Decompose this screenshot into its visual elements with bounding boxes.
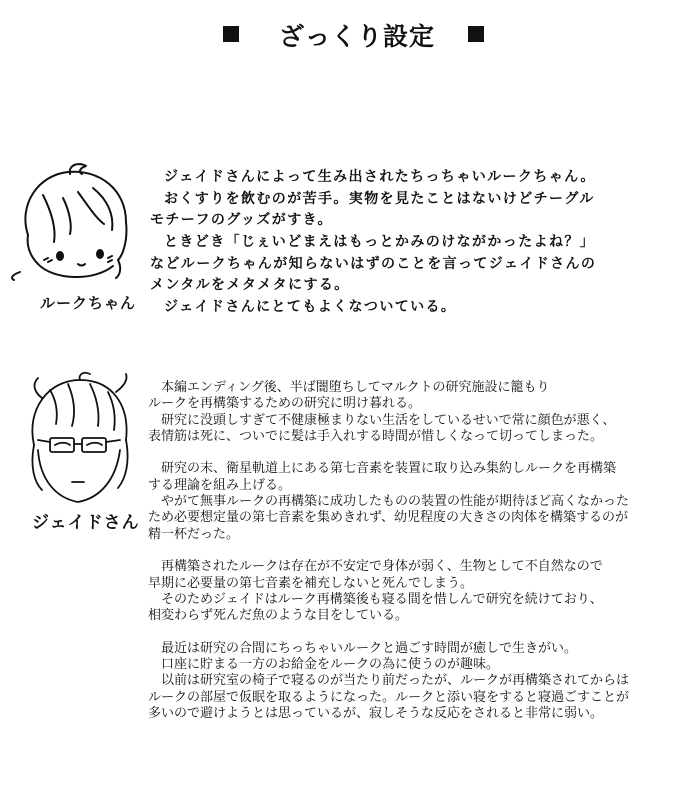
jade-line: やがて無事ルークの再構築に成功したものの装置の性能が期待ほど高くなかった bbox=[161, 494, 630, 510]
jade-line: 精一杯だった。 bbox=[148, 526, 240, 542]
jade-paragraph bbox=[148, 641, 688, 722]
luke-line: おくすりを飲むのが苦手。実物を見たことはないけどチーグル bbox=[164, 190, 595, 207]
title-square-right-icon bbox=[468, 26, 484, 42]
jade-line: ルークの部屋で仮眠を取るようになった。ルークと添い寝をすると寝過ごすことが bbox=[148, 689, 630, 705]
jade-description bbox=[148, 380, 688, 739]
jade-line: 研究に没頭しすぎて不健康極まりない生活をしているせいで常に顔色が悪く、 bbox=[161, 412, 616, 428]
page-title: ざっくり設定 bbox=[278, 22, 435, 51]
jade-caption: ジェイドさん bbox=[32, 513, 140, 533]
luke-line: ときどき「じぇいどまえはもっとかみのけながかったよね？」 bbox=[164, 234, 596, 251]
jade-paragraph bbox=[148, 559, 688, 624]
luke-line: ジェイドさんにとてもよくなついている。 bbox=[164, 299, 457, 316]
jade-line: 相変わらず死んだ魚のような目をしている。 bbox=[148, 608, 409, 624]
jade-line: 研究の末、衛星軌道上にある第七音素を装置に取り込み集約しルークを再構築 bbox=[161, 461, 617, 477]
jade-line: する理論を組み上げる。 bbox=[148, 477, 292, 493]
title-row bbox=[0, 14, 693, 54]
luke-line: などルークちゃんが知らないはずのことを言ってジェイドさんの bbox=[150, 255, 597, 272]
jade-line: そのためジェイドはルーク再構築後も寝る間を惜しんで研究を続けており、 bbox=[161, 591, 603, 607]
title-square-left-icon bbox=[223, 26, 239, 42]
jade-paragraph bbox=[148, 380, 688, 445]
jade-paragraph bbox=[148, 461, 688, 542]
jade-line: 多いので避けようとは思っているが、寂しそうな反応をされると非常に弱い。 bbox=[148, 705, 604, 721]
jade-line: ため必要想定量の第七音素を集めきれず、幼児程度の大きさの肉体を構築するのが bbox=[148, 510, 628, 526]
jade-line: ルークを再構築するための研究に明け暮れる。 bbox=[148, 396, 422, 412]
jade-line: 最近は研究の合間にちっちゃいルークと過ごす時間が癒しで生きがい。 bbox=[161, 640, 578, 656]
luke-line: ジェイドさんによって生み出されたちっちゃいルークちゃん。 bbox=[164, 169, 596, 185]
luke-description bbox=[150, 167, 680, 319]
jade-line: 早期に必要量の第七音素を補充しないと死んでしまう。 bbox=[148, 575, 474, 591]
luke-line: モチーフのグッズがすき。 bbox=[150, 212, 333, 229]
jade-line: 以前は研究室の椅子で寝るのが当たり前だったが、ルークが再構築されてからは bbox=[161, 673, 630, 689]
luke-line: メンタルをメタメタにする。 bbox=[150, 277, 350, 294]
jade-line: 本編エンディング後、半ば闇堕ちしてマルクトの研究施設に籠もり bbox=[161, 380, 550, 395]
jade-line: 再構築されたルークは存在が不安定で身体が弱く、生物として不自然なので bbox=[161, 559, 603, 575]
jade-line: 口座に貯まる一方のお給金をルークの為に使うのが趣味。 bbox=[161, 657, 500, 673]
luke-caption: ルークちゃん bbox=[40, 294, 137, 312]
jade-line: 表情筋は死に、ついでに髪は手入れする時間が惜しくなって切ってしまった。 bbox=[148, 428, 604, 444]
